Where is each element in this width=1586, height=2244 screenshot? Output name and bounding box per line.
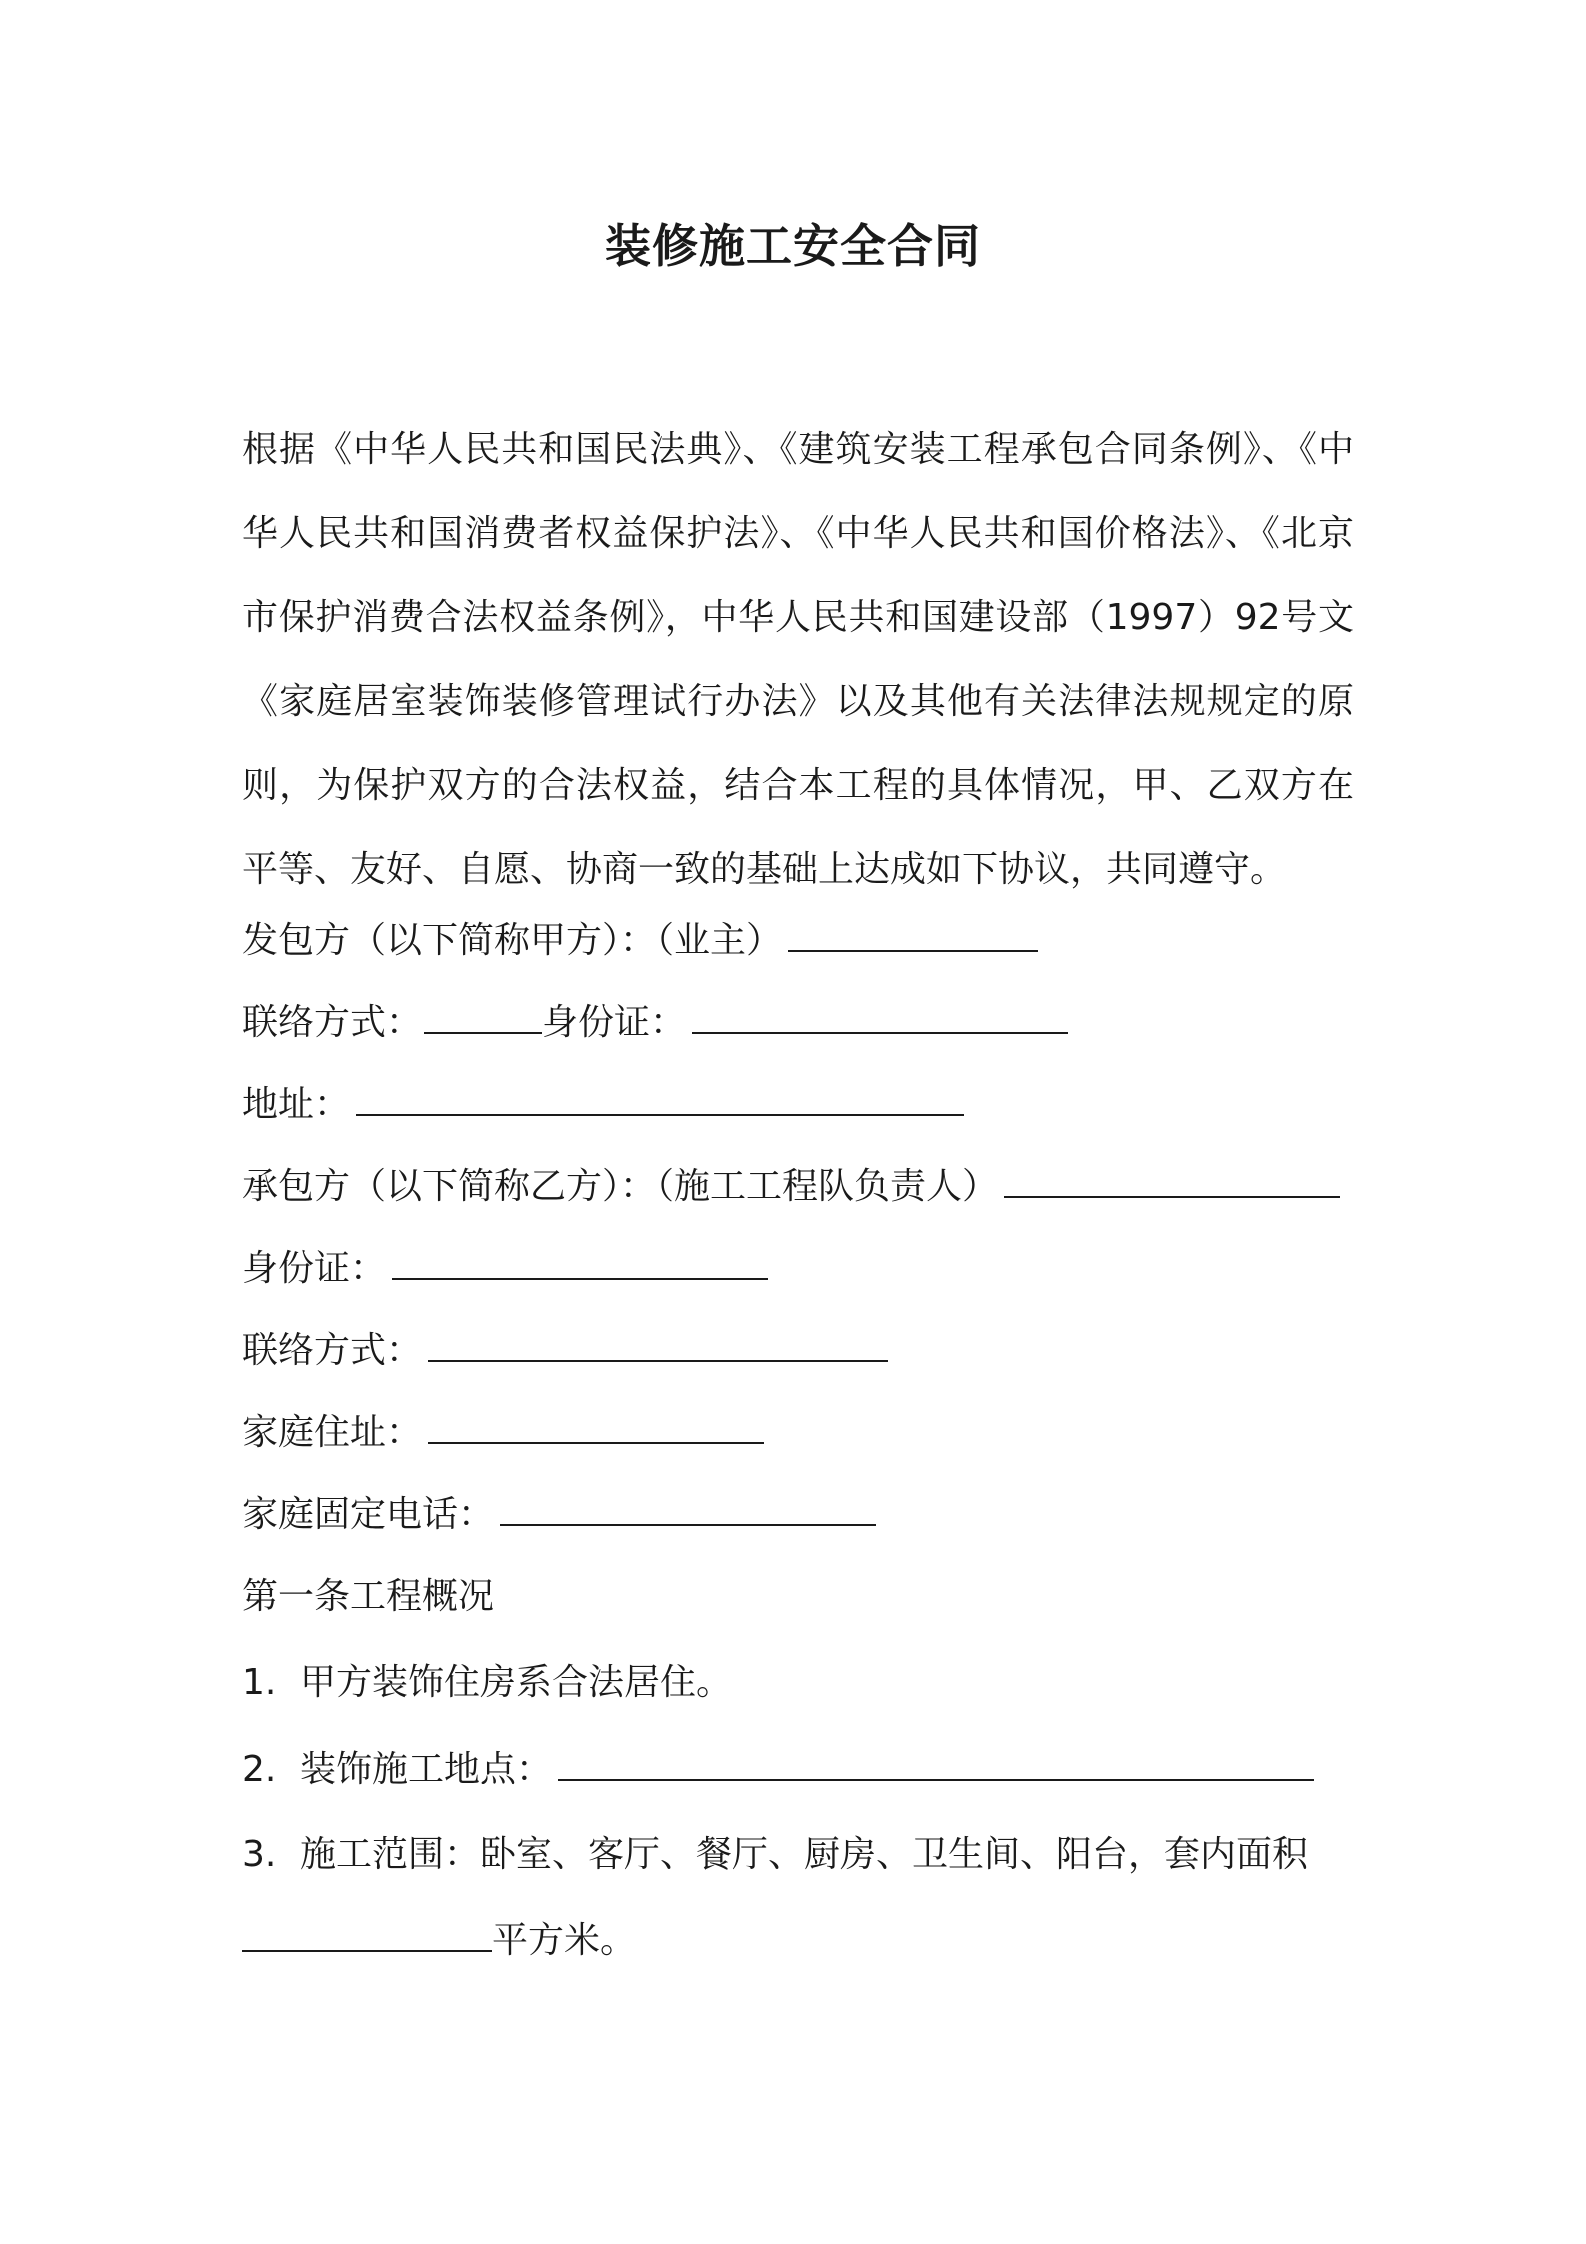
party-b-row [242, 1146, 1372, 1228]
item-text: 施工范围：卧室、客厅、餐厅、厨房、卫生间、阳台，套内面积 [300, 1834, 1309, 1875]
party-a-contact-blank[interactable] [424, 986, 542, 1034]
article1-item-1 [242, 1638, 1372, 1728]
article1-heading [242, 1556, 1372, 1638]
party-a-address-blank[interactable] [356, 1068, 964, 1116]
party-b-contact-row [242, 1310, 1372, 1392]
party-b-home-phone-blank[interactable] [500, 1478, 876, 1526]
contract-fields [242, 900, 1372, 1984]
party-a-id-label: 身份证： [542, 1002, 687, 1043]
party-b-home-address-row [242, 1392, 1372, 1474]
site-location-blank[interactable] [558, 1733, 1314, 1781]
item-text: 装饰施工地点： [300, 1749, 553, 1790]
party-b-contact-label: 联络方式： [242, 1330, 423, 1371]
party-b-id-label: 身份证： [242, 1248, 387, 1289]
item-number: 2. [242, 1749, 277, 1790]
party-a-contact-label: 联络方式： [242, 1002, 423, 1043]
party-b-blank[interactable] [1004, 1150, 1340, 1198]
item-number: 3. [242, 1834, 277, 1875]
party-b-home-phone-label: 家庭固定电话： [242, 1494, 495, 1535]
item-text: 甲方装饰住房系合法居住。 [300, 1662, 733, 1703]
document-title: 装修施工安全合同 [605, 219, 981, 273]
party-a-address-row [242, 1064, 1372, 1146]
party-b-home-address-blank[interactable] [428, 1396, 764, 1444]
article1-heading-text: 第一条工程概况 [242, 1576, 495, 1617]
party-a-address-label: 地址： [242, 1084, 351, 1125]
party-b-id-row [242, 1228, 1372, 1310]
party-b-contact-blank[interactable] [428, 1314, 888, 1362]
area-blank[interactable] [242, 1904, 492, 1952]
article1-item-3 [242, 1812, 1372, 1898]
party-b-id-blank[interactable] [392, 1232, 768, 1280]
article1-item-3-cont [242, 1898, 1372, 1984]
party-a-label: 发包方（以下简称甲方）：（业主） [242, 920, 783, 961]
article1-item-2 [242, 1728, 1372, 1812]
preamble-paragraph: 根据《中华人民共和国民法典》、《建筑安装工程承包合同条例》、《中华人民共和国消费者权益保护法》、《中华人民共和国价格法》、《北京市保护消费合法权益条例》，中华人民共和国建设部（1997）92号文《家庭居室装饰装修管理试行办法》以及其他有关法律法规规定的原则，为保护双方的合法权益，结合本工程的具体情况，甲、乙双方在平等、友好、自愿、协商一致的基础上达成如下协议，共同遵守。 [242, 429, 1354, 890]
area-suffix: 平方米。 [492, 1920, 637, 1961]
party-b-home-address-label: 家庭住址： [242, 1412, 423, 1453]
party-b-home-phone-row [242, 1474, 1372, 1556]
party-a-contact-row [242, 982, 1372, 1064]
party-b-label: 承包方（以下简称乙方）：（施工工程队负责人） [242, 1166, 999, 1207]
party-a-row [242, 900, 1372, 982]
party-a-blank[interactable] [788, 904, 1038, 952]
party-a-id-blank[interactable] [692, 986, 1068, 1034]
item-number: 1. [242, 1662, 277, 1703]
